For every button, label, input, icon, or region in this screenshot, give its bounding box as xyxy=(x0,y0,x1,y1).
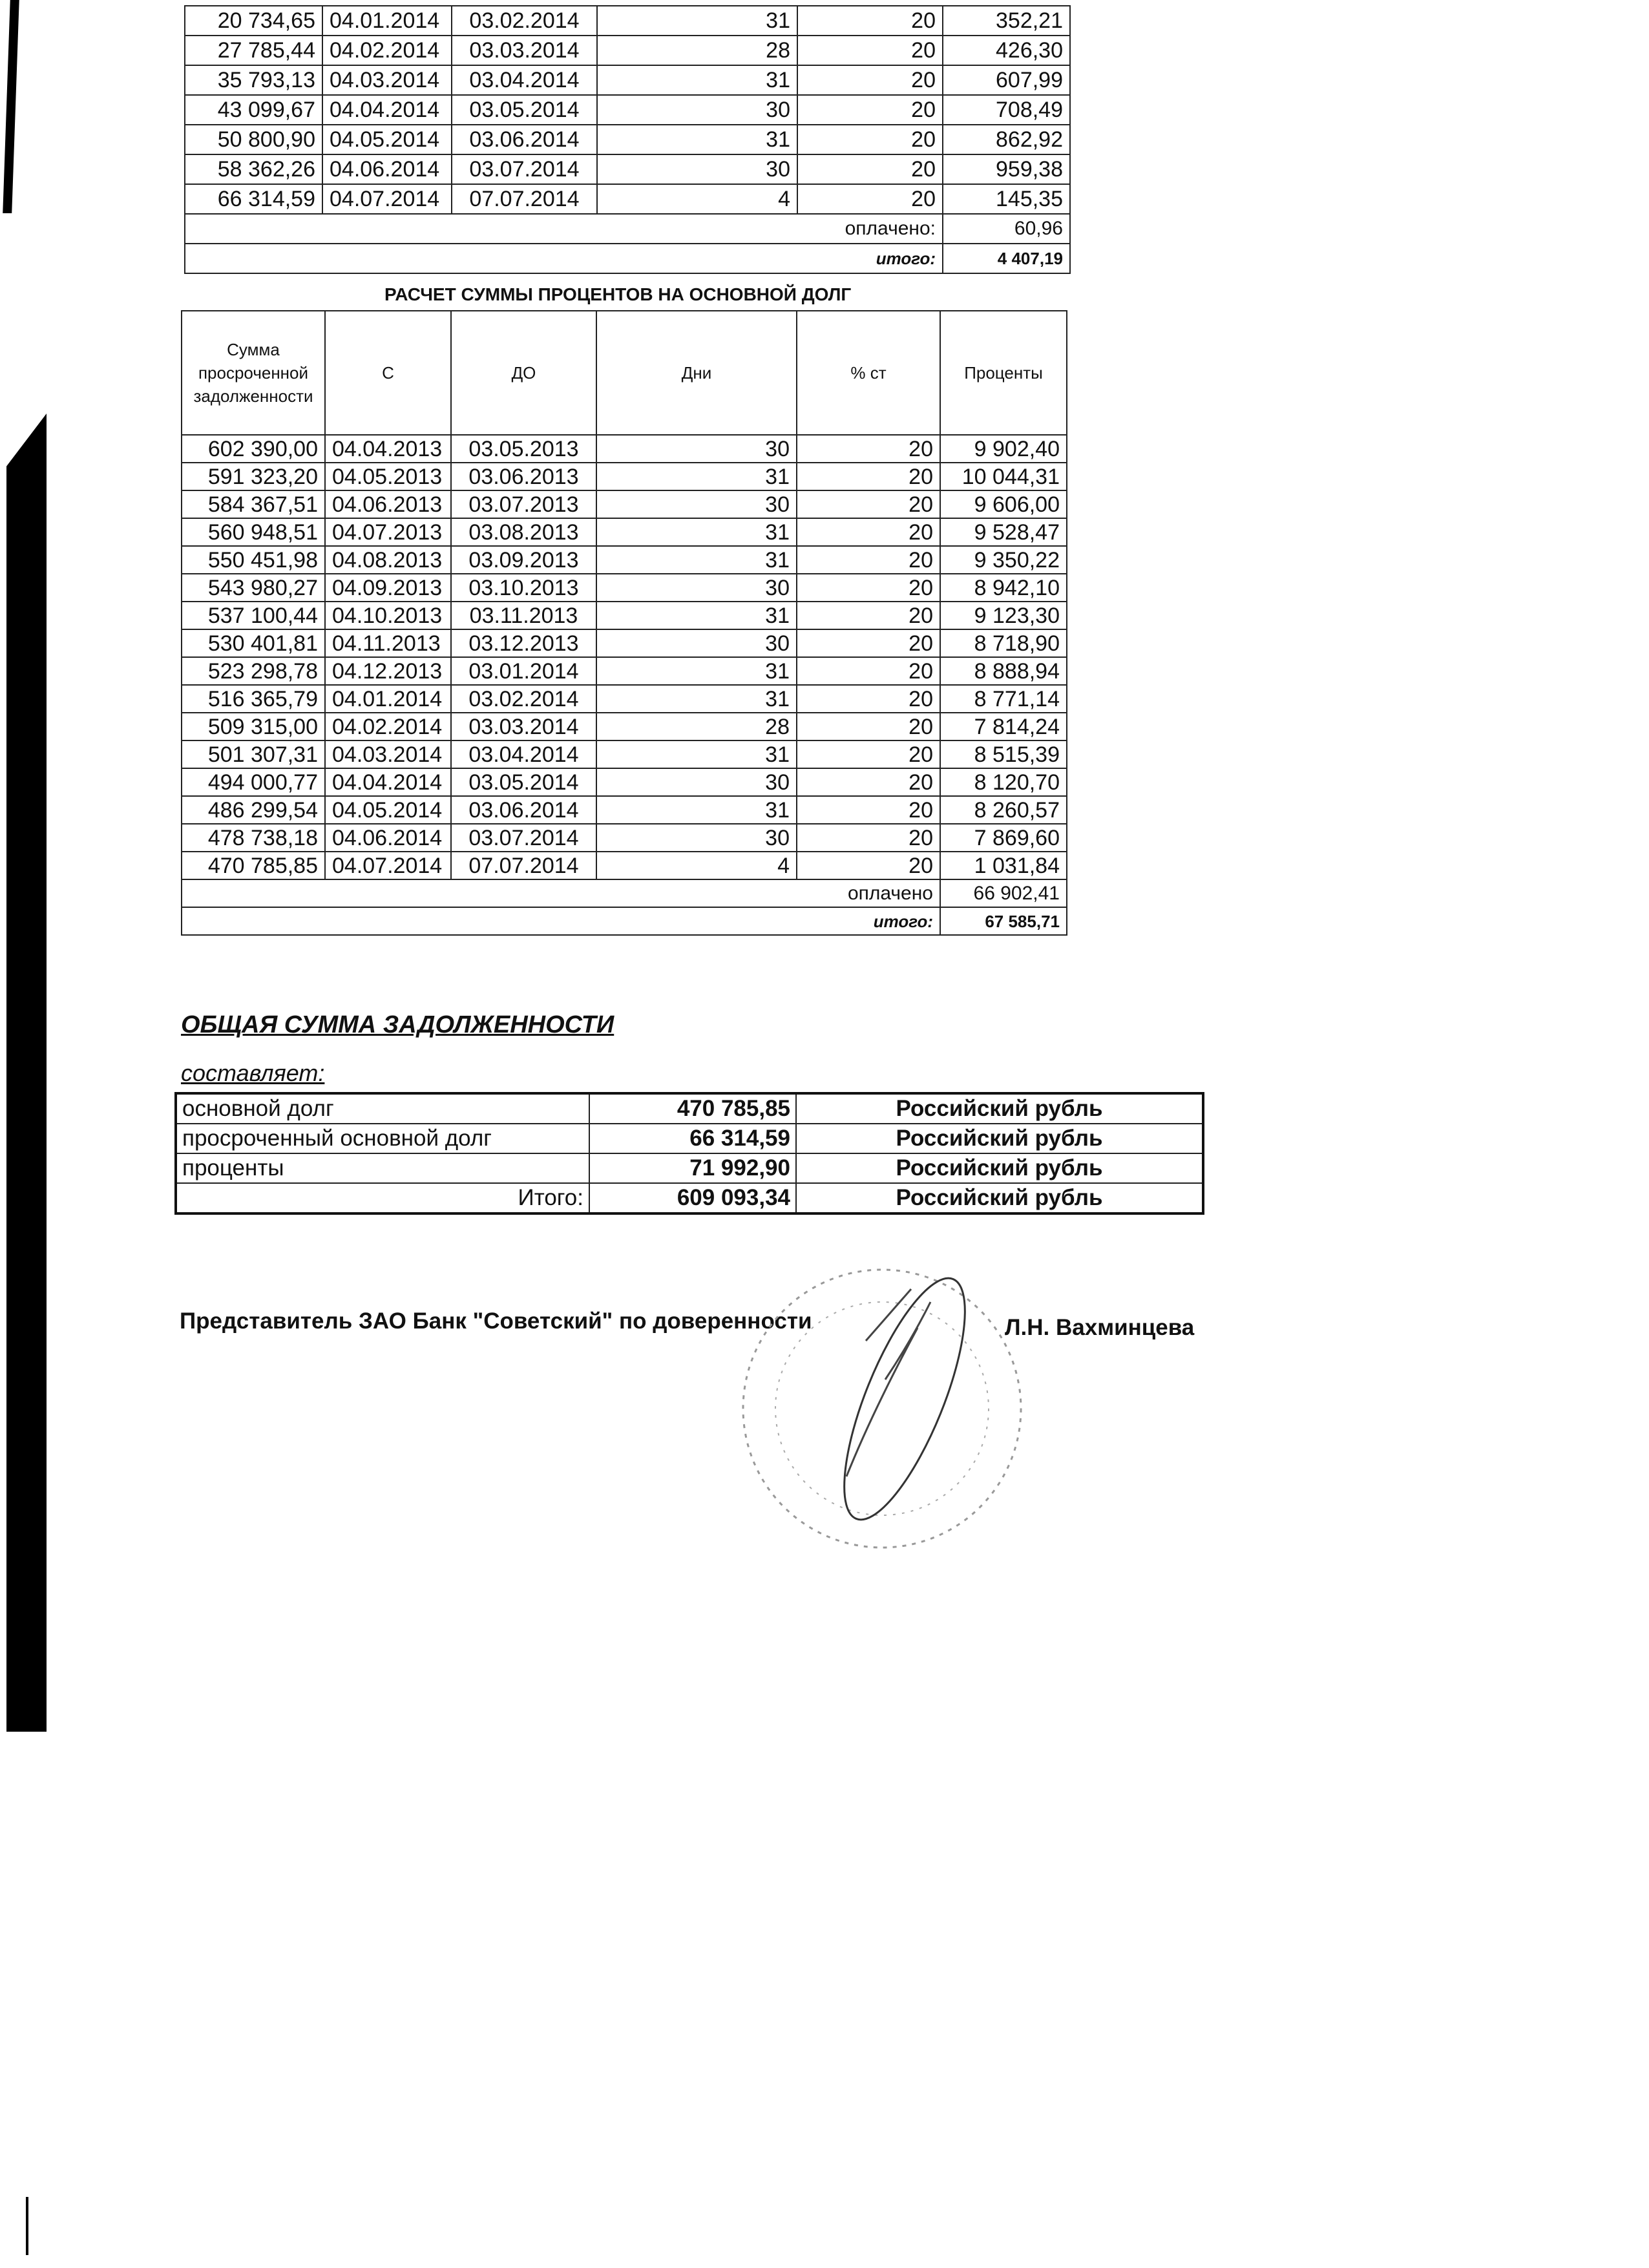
cell-days: 31 xyxy=(596,796,797,824)
cell-interest: 7 814,24 xyxy=(940,713,1067,740)
summary-subheading: составляет: xyxy=(181,1060,325,1086)
summary-value: 71 992,90 xyxy=(589,1153,796,1183)
cell-interest: 862,92 xyxy=(943,125,1070,154)
cell-overdue-amount: 584 367,51 xyxy=(182,490,325,518)
cell-days: 30 xyxy=(597,95,797,125)
summary-currency: Российский рубль xyxy=(796,1153,1203,1183)
cell-overdue-amount: 530 401,81 xyxy=(182,629,325,657)
bank-stamp-with-signature xyxy=(717,1244,1053,1580)
cell-interest: 8 888,94 xyxy=(940,657,1067,685)
cell-rate: 20 xyxy=(797,490,940,518)
representative-text: Представитель ЗАО Банк "Советский" по доверенности xyxy=(180,1308,812,1334)
table2-total-value: 67 585,71 xyxy=(940,907,1067,935)
stamp-outer-ring xyxy=(743,1270,1021,1548)
table2-total-row xyxy=(182,907,1067,935)
cell-overdue-amount: 494 000,77 xyxy=(182,768,325,796)
cell-date-from: 04.03.2014 xyxy=(322,65,452,95)
table2-paid-row xyxy=(182,879,1067,907)
cell-interest: 1 031,84 xyxy=(940,852,1067,879)
cell-interest: 352,21 xyxy=(943,6,1070,36)
cell-interest: 8 260,57 xyxy=(940,796,1067,824)
summary-currency: Российский рубль xyxy=(796,1124,1203,1153)
cell-interest: 8 718,90 xyxy=(940,629,1067,657)
header-rate: % ст xyxy=(797,311,940,435)
cell-date-from: 04.05.2013 xyxy=(325,463,451,490)
cell-date-to: 03.05.2014 xyxy=(451,768,596,796)
table1-total-value: 4 407,19 xyxy=(943,244,1070,273)
cell-rate: 20 xyxy=(797,574,940,602)
cell-date-from: 04.01.2014 xyxy=(322,6,452,36)
cell-days: 30 xyxy=(596,824,797,852)
cell-date-to: 03.11.2013 xyxy=(451,602,596,629)
header-interest: Проценты xyxy=(940,311,1067,435)
table2-row xyxy=(182,435,1067,463)
summary-row xyxy=(176,1124,1203,1153)
cell-date-to: 03.08.2013 xyxy=(451,518,596,546)
cell-overdue-amount: 478 738,18 xyxy=(182,824,325,852)
header-from: С xyxy=(325,311,451,435)
cell-days: 30 xyxy=(596,768,797,796)
table2-header-row xyxy=(182,311,1067,435)
table1-body xyxy=(185,6,1070,214)
cell-date-to: 03.12.2013 xyxy=(451,629,596,657)
cell-interest: 8 120,70 xyxy=(940,768,1067,796)
cell-rate: 20 xyxy=(797,546,940,574)
cell-rate: 20 xyxy=(797,95,943,125)
cell-overdue-amount: 486 299,54 xyxy=(182,796,325,824)
summary-label: просроченный основной долг xyxy=(176,1124,589,1153)
table2-row xyxy=(182,657,1067,685)
table1-row xyxy=(185,36,1070,65)
summary-currency: Российский рубль xyxy=(796,1093,1203,1124)
table1-row xyxy=(185,154,1070,184)
cell-days: 30 xyxy=(596,435,797,463)
summary-value: 66 314,59 xyxy=(589,1124,796,1153)
cell-date-from: 04.05.2014 xyxy=(322,125,452,154)
table1-total-label: итого: xyxy=(185,244,943,273)
cell-overdue-amount: 470 785,85 xyxy=(182,852,325,879)
table1-row xyxy=(185,95,1070,125)
cell-days: 31 xyxy=(596,657,797,685)
scan-edge-mark-top xyxy=(3,0,19,213)
cell-days: 31 xyxy=(596,463,797,490)
cell-interest: 708,49 xyxy=(943,95,1070,125)
cell-overdue-amount: 516 365,79 xyxy=(182,685,325,713)
table1-paid-label: оплачено: xyxy=(185,214,943,244)
table1-paid-row xyxy=(185,214,1070,244)
cell-date-from: 04.05.2014 xyxy=(325,796,451,824)
summary-total-currency: Российский рубль xyxy=(796,1183,1203,1213)
cell-date-from: 04.03.2014 xyxy=(325,740,451,768)
summary-value: 470 785,85 xyxy=(589,1093,796,1124)
table2-row xyxy=(182,629,1067,657)
summary-row xyxy=(176,1153,1203,1183)
cell-days: 28 xyxy=(597,36,797,65)
total-debt-table xyxy=(174,1092,1204,1215)
cell-date-from: 04.07.2014 xyxy=(325,852,451,879)
cell-interest: 8 942,10 xyxy=(940,574,1067,602)
cell-overdue-amount: 560 948,51 xyxy=(182,518,325,546)
header-overdue-amount xyxy=(182,311,325,435)
cell-date-from: 04.02.2014 xyxy=(322,36,452,65)
cell-date-to: 03.06.2014 xyxy=(452,125,597,154)
header-overdue-amount-line1: Сумма xyxy=(227,340,280,359)
cell-overdue-amount: 523 298,78 xyxy=(182,657,325,685)
cell-days: 28 xyxy=(596,713,797,740)
table2-row xyxy=(182,740,1067,768)
cell-rate: 20 xyxy=(797,852,940,879)
cell-days: 31 xyxy=(596,602,797,629)
cell-date-from: 04.06.2014 xyxy=(325,824,451,852)
cell-date-from: 04.02.2014 xyxy=(325,713,451,740)
cell-date-to: 03.05.2013 xyxy=(451,435,596,463)
table1-row xyxy=(185,125,1070,154)
table1-row xyxy=(185,184,1070,214)
cell-date-to: 03.05.2014 xyxy=(452,95,597,125)
cell-rate: 20 xyxy=(797,154,943,184)
table2-row xyxy=(182,824,1067,852)
cell-date-from: 04.12.2013 xyxy=(325,657,451,685)
cell-overdue-amount: 550 451,98 xyxy=(182,546,325,574)
cell-overdue-amount: 58 362,26 xyxy=(185,154,322,184)
table2-title: РАСЧЕТ СУММЫ ПРОЦЕНТОВ НА ОСНОВНОЙ ДОЛГ xyxy=(384,284,852,304)
cell-days: 31 xyxy=(596,518,797,546)
cell-interest: 10 044,31 xyxy=(940,463,1067,490)
cell-date-to: 03.10.2013 xyxy=(451,574,596,602)
table1-total-row xyxy=(185,244,1070,273)
summary-label: проценты xyxy=(176,1153,589,1183)
cell-rate: 20 xyxy=(797,602,940,629)
cell-days: 31 xyxy=(596,685,797,713)
signature-strokes xyxy=(846,1289,930,1476)
cell-date-to: 03.02.2014 xyxy=(452,6,597,36)
stamp-inner-ring xyxy=(775,1302,989,1515)
overdue-interest-table-continued xyxy=(184,5,1071,274)
cell-days: 30 xyxy=(597,154,797,184)
table2-row xyxy=(182,685,1067,713)
cell-interest: 607,99 xyxy=(943,65,1070,95)
table2-row xyxy=(182,463,1067,490)
cell-interest: 9 528,47 xyxy=(940,518,1067,546)
cell-overdue-amount: 43 099,67 xyxy=(185,95,322,125)
scan-edge-mark-middle xyxy=(6,414,47,1732)
table2-row xyxy=(182,796,1067,824)
cell-date-to: 03.06.2013 xyxy=(451,463,596,490)
cell-interest: 9 902,40 xyxy=(940,435,1067,463)
cell-interest: 8 515,39 xyxy=(940,740,1067,768)
summary-total-label: Итого: xyxy=(176,1183,589,1213)
table1-row xyxy=(185,6,1070,36)
cell-date-from: 04.09.2013 xyxy=(325,574,451,602)
cell-rate: 20 xyxy=(797,657,940,685)
cell-overdue-amount: 509 315,00 xyxy=(182,713,325,740)
cell-date-from: 04.04.2013 xyxy=(325,435,451,463)
cell-date-to: 07.07.2014 xyxy=(452,184,597,214)
cell-interest: 9 350,22 xyxy=(940,546,1067,574)
cell-overdue-amount: 501 307,31 xyxy=(182,740,325,768)
table2-row xyxy=(182,490,1067,518)
cell-days: 30 xyxy=(596,574,797,602)
table2-row xyxy=(182,852,1067,879)
table1-paid-value: 60,96 xyxy=(943,214,1070,244)
summary-total-row xyxy=(176,1183,1203,1213)
table2-body xyxy=(182,435,1067,879)
cell-rate: 20 xyxy=(797,629,940,657)
cell-date-from: 04.01.2014 xyxy=(325,685,451,713)
cell-interest: 9 123,30 xyxy=(940,602,1067,629)
table2-row xyxy=(182,713,1067,740)
cell-rate: 20 xyxy=(797,796,940,824)
cell-rate: 20 xyxy=(797,463,940,490)
cell-overdue-amount: 20 734,65 xyxy=(185,6,322,36)
cell-date-to: 03.07.2014 xyxy=(451,824,596,852)
cell-days: 31 xyxy=(596,546,797,574)
summary-heading: ОБЩАЯ СУММА ЗАДОЛЖЕННОСТИ xyxy=(181,1011,614,1038)
cell-days: 30 xyxy=(596,629,797,657)
cell-rate: 20 xyxy=(797,36,943,65)
cell-rate: 20 xyxy=(797,713,940,740)
cell-rate: 20 xyxy=(797,768,940,796)
cell-overdue-amount: 537 100,44 xyxy=(182,602,325,629)
cell-rate: 20 xyxy=(797,65,943,95)
table2-row xyxy=(182,602,1067,629)
cell-date-to: 03.03.2014 xyxy=(451,713,596,740)
cell-date-from: 04.04.2014 xyxy=(322,95,452,125)
cell-date-from: 04.08.2013 xyxy=(325,546,451,574)
table2-row xyxy=(182,546,1067,574)
cell-date-to: 03.07.2013 xyxy=(451,490,596,518)
cell-overdue-amount: 35 793,13 xyxy=(185,65,322,95)
table2-row xyxy=(182,518,1067,546)
cell-rate: 20 xyxy=(797,740,940,768)
table2-row xyxy=(182,768,1067,796)
cell-rate: 20 xyxy=(797,685,940,713)
cell-date-from: 04.10.2013 xyxy=(325,602,451,629)
cell-date-to: 03.06.2014 xyxy=(451,796,596,824)
cell-days: 30 xyxy=(596,490,797,518)
cell-interest: 7 869,60 xyxy=(940,824,1067,852)
cell-overdue-amount: 591 323,20 xyxy=(182,463,325,490)
cell-rate: 20 xyxy=(797,824,940,852)
representative-name: Л.Н. Вахминцева xyxy=(1005,1315,1195,1340)
cell-date-from: 04.11.2013 xyxy=(325,629,451,657)
cell-date-to: 07.07.2014 xyxy=(451,852,596,879)
summary-body xyxy=(176,1093,1203,1183)
header-days: Дни xyxy=(596,311,797,435)
cell-overdue-amount: 543 980,27 xyxy=(182,574,325,602)
cell-date-to: 03.09.2013 xyxy=(451,546,596,574)
cell-days: 31 xyxy=(597,6,797,36)
cell-days: 31 xyxy=(597,65,797,95)
cell-overdue-amount: 50 800,90 xyxy=(185,125,322,154)
cell-date-from: 04.06.2014 xyxy=(322,154,452,184)
header-overdue-amount-line2: просроченной xyxy=(198,363,309,383)
principal-interest-table xyxy=(181,310,1067,936)
cell-date-to: 03.03.2014 xyxy=(452,36,597,65)
cell-overdue-amount: 27 785,44 xyxy=(185,36,322,65)
cell-date-to: 03.04.2014 xyxy=(452,65,597,95)
table1-row xyxy=(185,65,1070,95)
cell-overdue-amount: 66 314,59 xyxy=(185,184,322,214)
cell-rate: 20 xyxy=(797,6,943,36)
cell-days: 31 xyxy=(597,125,797,154)
summary-row xyxy=(176,1093,1203,1124)
cell-date-from: 04.07.2013 xyxy=(325,518,451,546)
table2-total-label: итого: xyxy=(182,907,940,935)
header-to: ДО xyxy=(451,311,596,435)
cell-rate: 20 xyxy=(797,125,943,154)
cell-days: 31 xyxy=(596,740,797,768)
cell-interest: 426,30 xyxy=(943,36,1070,65)
cell-date-to: 03.01.2014 xyxy=(451,657,596,685)
cell-interest: 145,35 xyxy=(943,184,1070,214)
summary-label: основной долг xyxy=(176,1093,589,1124)
table2-paid-value: 66 902,41 xyxy=(940,879,1067,907)
cell-overdue-amount: 602 390,00 xyxy=(182,435,325,463)
table2-paid-label: оплачено xyxy=(182,879,940,907)
cell-days: 4 xyxy=(597,184,797,214)
cell-date-to: 03.07.2014 xyxy=(452,154,597,184)
cell-date-to: 03.04.2014 xyxy=(451,740,596,768)
cell-rate: 20 xyxy=(797,518,940,546)
cell-rate: 20 xyxy=(797,184,943,214)
cell-interest: 8 771,14 xyxy=(940,685,1067,713)
cell-date-to: 03.02.2014 xyxy=(451,685,596,713)
cell-date-from: 04.04.2014 xyxy=(325,768,451,796)
cell-days: 4 xyxy=(596,852,797,879)
cell-interest: 959,38 xyxy=(943,154,1070,184)
cell-date-from: 04.07.2014 xyxy=(322,184,452,214)
header-overdue-amount-line3: задолженности xyxy=(193,386,313,406)
summary-total-value: 609 093,34 xyxy=(589,1183,796,1213)
table2-row xyxy=(182,574,1067,602)
scan-edge-mark-bottom xyxy=(26,2197,28,2255)
cell-rate: 20 xyxy=(797,435,940,463)
cell-interest: 9 606,00 xyxy=(940,490,1067,518)
cell-date-from: 04.06.2013 xyxy=(325,490,451,518)
